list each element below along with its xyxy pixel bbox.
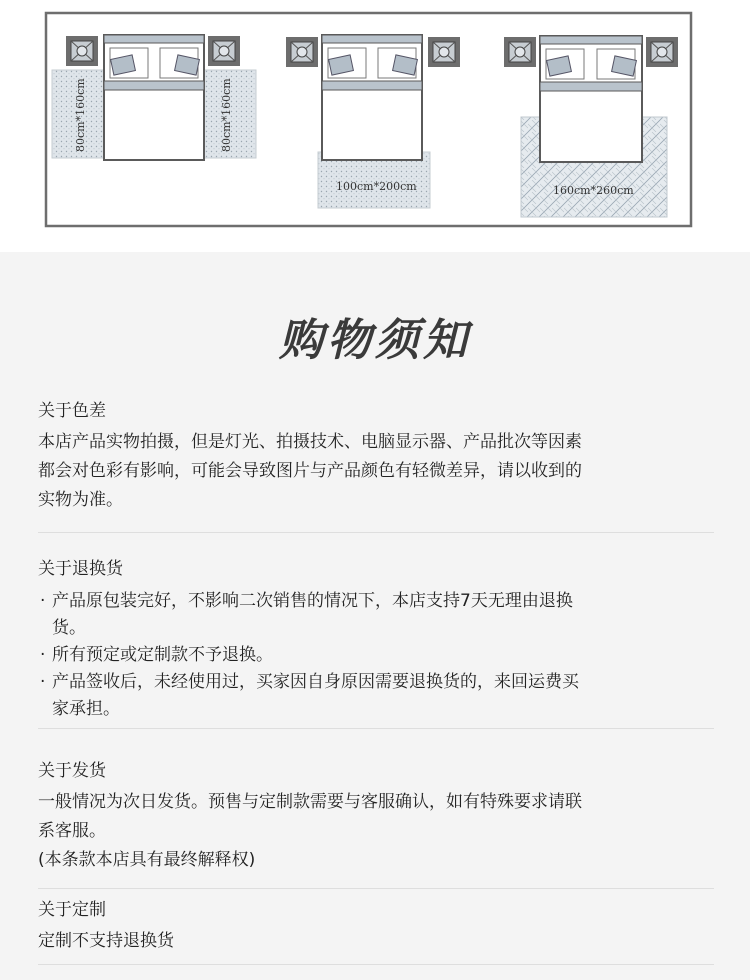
section-heading: 关于定制	[38, 900, 106, 920]
list-item	[38, 669, 718, 723]
divider	[38, 532, 714, 533]
bullet-list	[38, 588, 718, 723]
section-shipping	[38, 758, 718, 875]
section-text-line: 都会对色彩有影响，可能会导致图片与产品颜色有轻微差异，请以收到的	[38, 461, 582, 481]
bullet-line: · 产品签收后，未经使用过，买家因自身原因需要退换货的，来回运费买	[52, 672, 579, 692]
nightstand-2b	[428, 37, 460, 67]
bullet-line: 货。	[52, 618, 86, 638]
section-returns	[38, 556, 718, 723]
divider	[38, 888, 714, 889]
bullet-line: 家承担。	[52, 699, 120, 719]
bullet-line: · 产品原包装完好，不影响二次销售的情况下，本店支持7天无理由退换	[52, 591, 573, 611]
section-heading: 关于发货	[38, 761, 106, 781]
bed-2	[322, 35, 422, 160]
section-text-line: 本店产品实物拍摄，但是灯光、拍摄技术、电脑显示器、产品批次等因素	[38, 432, 582, 452]
rug-label-1: 80cm*160cm	[74, 78, 87, 152]
divider	[38, 728, 714, 729]
bullet-line: · 所有预定或定制款不予退换。	[52, 645, 273, 665]
section-text-line: 实物为准。	[38, 490, 123, 510]
section-heading: 关于退换货	[38, 559, 123, 579]
list-item	[38, 588, 718, 642]
bed-1	[104, 35, 204, 160]
section-heading: 关于色差	[38, 401, 106, 421]
rug-label-4: 160cm*260cm	[553, 184, 634, 197]
rug-label-3: 100cm*200cm	[336, 180, 417, 193]
section-text-line: 一般情况为次日发货。预售与定制款需要与客服确认，如有特殊要求请联	[38, 792, 582, 812]
nightstand-1a	[66, 36, 98, 66]
section-color-difference	[38, 398, 718, 515]
shopping-notice-panel	[0, 252, 750, 980]
rug-size-diagram	[0, 0, 750, 252]
rug-size-diagram-area	[0, 0, 750, 252]
divider	[38, 964, 714, 965]
nightstand-3a	[504, 37, 536, 67]
bed-3	[540, 36, 642, 162]
page-title: 购物须知	[279, 315, 471, 366]
list-item	[38, 642, 718, 669]
nightstand-3b	[646, 37, 678, 67]
section-customization	[38, 897, 718, 956]
nightstand-1b	[208, 36, 240, 66]
nightstand-2a	[286, 37, 318, 67]
section-text-line: (本条款本店具有最终解释权)	[38, 850, 256, 870]
rug-label-2: 80cm*160cm	[220, 78, 233, 152]
section-text-line: 定制不支持退换货	[38, 931, 174, 951]
section-text-line: 系客服。	[38, 821, 106, 841]
